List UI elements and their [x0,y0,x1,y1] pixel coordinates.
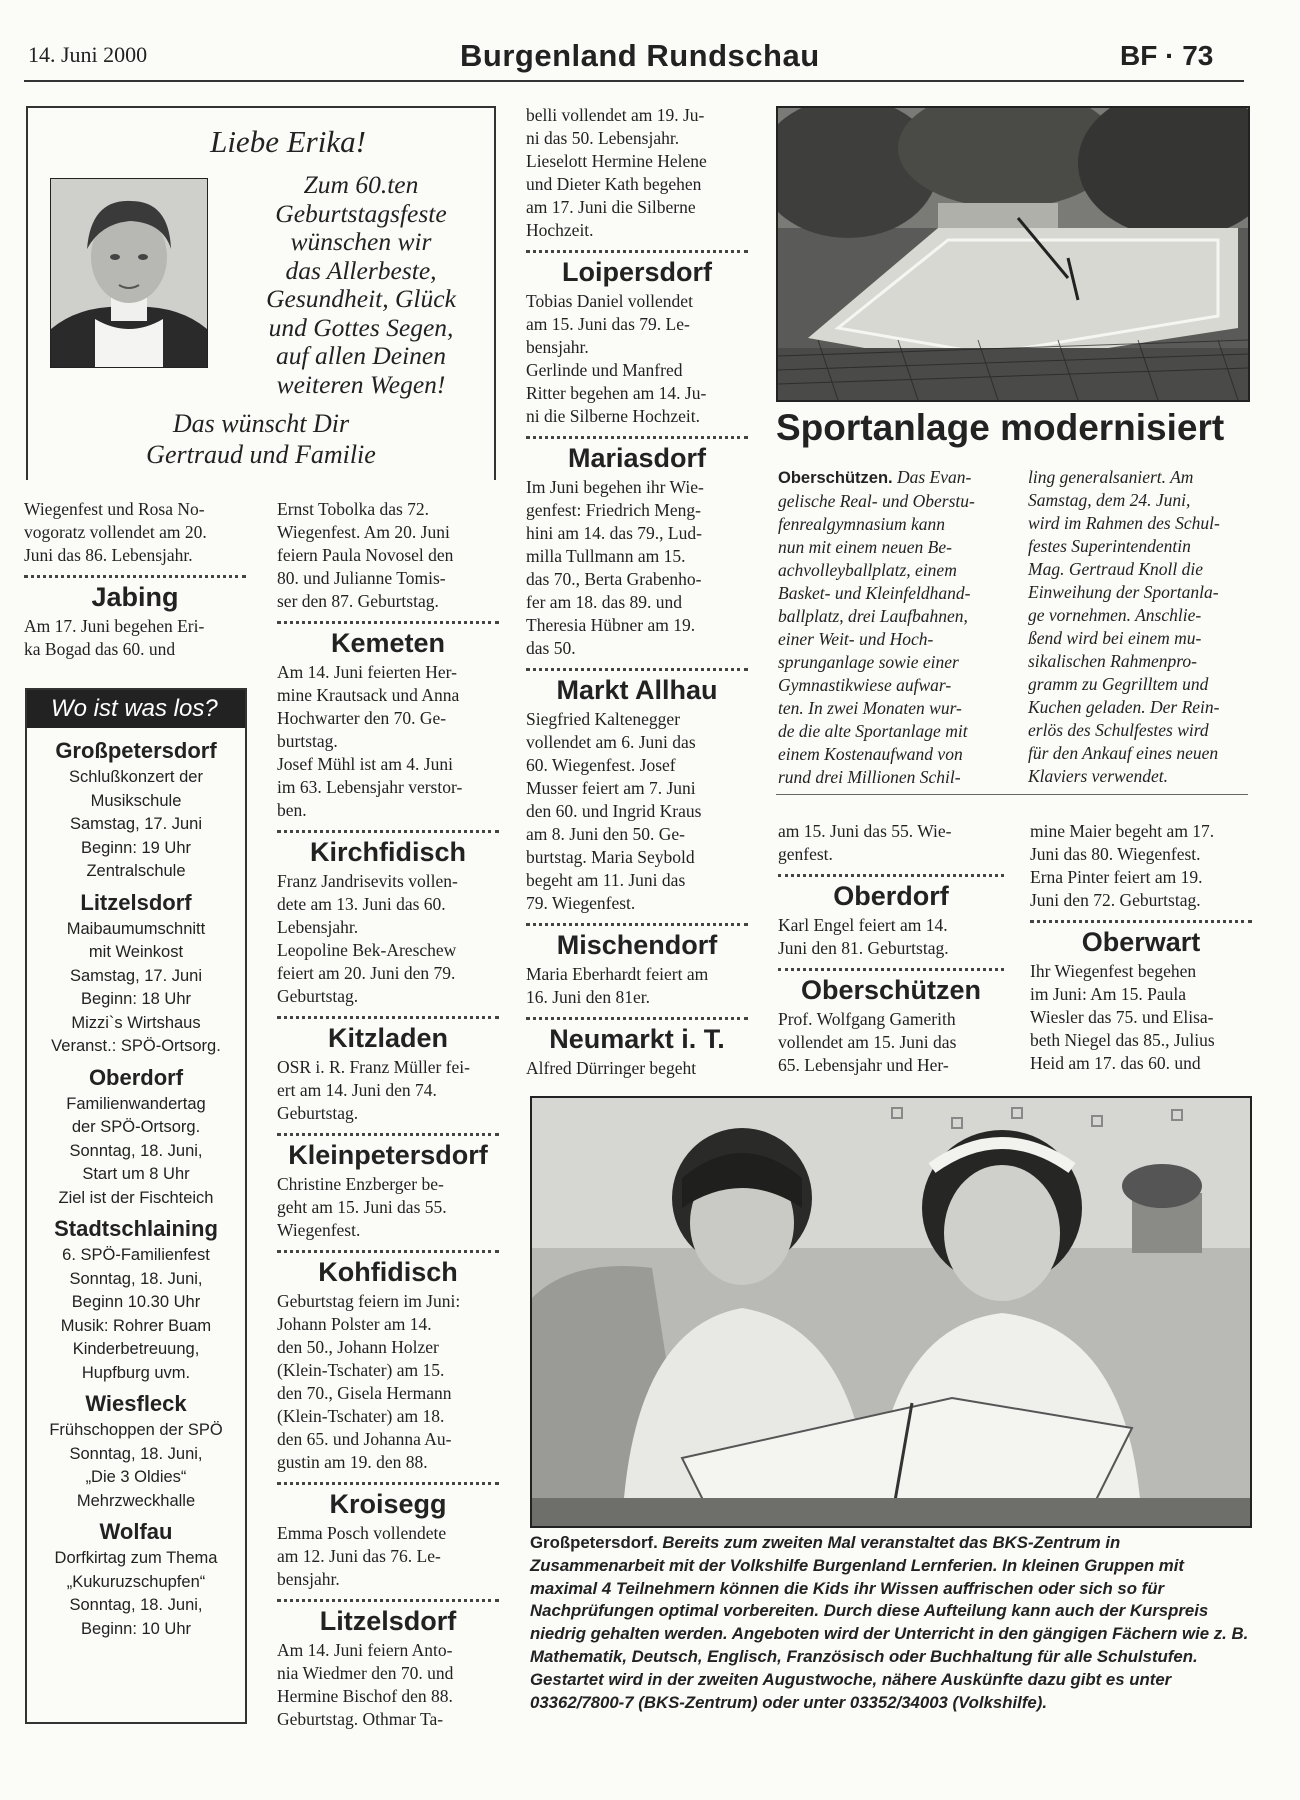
students-photo [530,1096,1252,1528]
ad-heading: Liebe Erika! [210,124,366,159]
ad-message: Zum 60.ten Geburtstagsfeste wünschen wir das Allerbeste, Gesundheit, Glück und Gottes Segen, auf allen Deinen weiteren Wegen! [266,170,456,399]
photo-caption [530,1532,1250,1714]
column-4: am 15. Juni das 55. Wie- genfest. Oberdorf Karl Engel feiert am 14. Juni den 81. Geburtstag. Oberschützen Prof. Wolfgang Gamerith vollendet am 15. Juni das 65. Lebensjahr und Her- [778,820,1004,1077]
place-heading: Kohfidisch [318,1257,458,1287]
place-heading: Kemeten [330,628,446,658]
sport-article-left: Oberschützen. Das Evan- gelische Real- und Oberstu- fenrealgymnasium kann nun mit einem neuen Be- achvolleyballplatz, einem Basket- und Kleinfeldhand- ballplatz, drei Laufbahnen, einer Weit- und Hoch- sprunganlage sowie einer Gymnastikwiese aufwar- ten. In zwei Monaten wur- de die alte Sportanlage mit einem Kostenaufwand von rund drei Millionen Schil- [778,467,975,787]
caption-text: Bereits zum zweiten Mal veranstaltet das BKS-Zentrum in Zusammenarbeit mit der Volkshilfe Burgenland Lernferien. In kleinen Gruppen mit maximal 4 Teilnehmern können die Kids ihr Wissen auffrischen oder sich so für Nachprüfungen optimal vorbereiten. Durch diese Aufteilung kann auch der Kurspreis niedrig gehalten werden. Angeboten wird der Unterricht in den gängigen Fächern wie z. B. Mathematik, Deutsch, Englisch, Französisch oder Buchhaltung für alle Schulstufen. Gestartet wird in der zweiten Augustwoche, nähere Auskünfte dazu gibt es unter 03362/7800-7 (BKS-Zentrum) oder unter 03352/34003 (Volkshilfe). [530,1533,1249,1712]
article-headline: Sportanlage modernisiert [776,407,1225,448]
event-place: Wiesfleck [85,1391,187,1416]
sport-article-right: ling generalsaniert. Am Samstag, dem 24. Juni, wird im Rahmen des Schul- festes Superintendentin Mag. Gertraud Knoll die Einweihung der Sportanla- ge vornehmen. Anschlie- ßend wird bei einem mu- sikalischen Rahmenpro- gramm zu Gegrilltem und Kuchen geladen. Der Rein- erlös des Schulfestes wird für den Ankauf eines neuen Klaviers verwendet. [1028,467,1220,786]
sports-field-photo [776,106,1250,402]
portrait-photo [50,178,208,368]
events-box: Wo ist was los? Großpetersdorf Schlußkonzert der Musikschule Samstag, 17. Juni Beginn: 19 Uhr Zentralschule Litzelsdorf Maibaumumschnitt mit Weinkost Samstag, 17. Juni Beginn: 18 Uhr Mizzi`s Wirtshaus Veranst.: SPÖ-Ortsorg. Oberdorf Familienwandertag der SPÖ-Ortsorg. Sonntag, 18. Juni, Start um 8 Uhr Ziel ist der Fischteich Stadtschlaining 6. SPÖ-Familienfest Sonntag, 18. Juni, Beginn 10.30 Uhr Musik: Rohrer Buam Kinderbetreuung, Hupfburg uvm. Wiesfleck Frühschoppen der SPÖ Sonntag, 18. Juni, „Die 3 Oldies“ Mehrzweckhalle Wolfau Dorfkirtag zum Thema „Kukuruzschupfen“ Sonntag, 18. Juni, Beginn: 10 Uhr [25,688,247,1724]
place-heading: Kitzladen [327,1023,448,1053]
event-place: Großpetersdorf [55,738,217,763]
dotted-separator [24,575,246,578]
place-heading: Jabing [91,582,179,612]
place-heading: Loipersdorf [561,257,712,287]
header-rule [24,80,1244,82]
birthday-ad [26,106,496,480]
page-number: BF · 73 [1120,40,1214,71]
place-heading: Neumarkt i. T. [549,1024,725,1054]
ad-signature: Das wünscht Dir Gertraud und Familie [146,409,376,469]
column-1: Wiegenfest und Rosa No- vogoratz vollendet am 20. Juni das 86. Lebensjahr. Jabing Am 17. Juni begehen Eri- ka Bogad das 60. und [24,498,246,661]
place-heading: Kroisegg [329,1489,447,1519]
event-place: Stadtschlaining [54,1216,218,1241]
place-heading: Mischendorf [556,930,718,960]
issue-date: 14. Juni 2000 [28,42,148,67]
place-heading: Litzelsdorf [319,1606,457,1636]
column-3: belli vollendet am 19. Ju- ni das 50. Lebensjahr. Lieselott Hermine Helene und Dieter Kath begehen am 17. Juni die Silberne Hochzeit. Loipersdorf Tobias Daniel vollendet am 15. Juni das 79. Le- bensjahr. Gerlinde und Manfred Ritter begehen am 14. Ju- ni die Silberne Hochzeit. Mariasdorf Im Juni begehen ihr Wie- genfest: Friedrich Meng- hini am 14. das 79., Lud- milla Tullmann am 15. das 70., Berta Grabenho- fer am 18. das 89. und Theresia Hübner am 19. das 50. Markt Allhau Siegfried Kaltenegger vollendet am 6. Juni das 60. Wiegenfest. Josef Musser feiert am 7. Juni den 60. und Ingrid Kraus am 8. Juni den 50. Ge- burtstag. Maria Seybold begeht am 11. Juni das 79. Wiegenfest. Mischendorf Maria Eberhardt feiert am 16. Juni den 81er. Neumarkt i. T. Alfred Dürringer begeht [526,104,748,1080]
place-heading: Kleinpetersdorf [288,1140,488,1170]
place-heading: Oberwart [1081,927,1201,957]
newspaper-title: Burgenland Rundschau [460,38,820,73]
column-2: Ernst Tobolka das 72. Wiegenfest. Am 20. Juni feiern Paula Novosel den 80. und Julianne Tomis- ser den 87. Geburtstag. Kemeten Am 14. Juni feierten Her- mine Krautsack und Anna Hochwarter den 70. Ge- burtstag. Josef Mühl ist am 4. Juni im 63. Lebensjahr verstor- ben. Kirchfidisch Franz Jandrisevits vollen- dete am 13. Juni das 60. Lebensjahr. Leopoline Bek-Areschew feiert am 20. Juni den 79. Geburtstag. Kitzladen OSR i. R. Franz Müller fei- ert am 14. Juni den 74. Geburtstag. Kleinpetersdorf Christine Enzberger be- geht am 15. Juni das 55. Wiegenfest. Kohfidisch Geburtstag feiern im Juni: Johann Polster am 14. den 50., Johann Holzer (Klein-Tschater) am 15. den 70., Gisela Hermann (Klein-Tschater) am 18. den 65. und Johanna Au- gustin am 19. den 88. Kroisegg Emma Posch vollendete am 12. Juni das 76. Le- bensjahr. Litzelsdorf Am 14. Juni feiern Anto- nia Wiedmer den 70. und Hermine Bischof den 88. Geburtstag. Othmar Ta- [277,498,499,1731]
article-dateline: Oberschützen. [778,469,893,487]
events-title: Wo ist was los? [27,690,245,728]
event-place: Oberdorf [88,1064,184,1090]
place-heading: Kirchfidisch [309,837,467,867]
place-heading: Oberschützen [800,975,982,1005]
caption-place: Großpetersdorf. [530,1533,658,1552]
place-heading: Mariasdorf [567,443,707,473]
place-heading: Oberdorf [833,881,949,911]
article-rule [776,794,1248,795]
column-5: mine Maier begeht am 17. Juni das 80. Wiegenfest. Erna Pinter feiert am 19. Juni den 72. Geburtstag. Oberwart Ihr Wiegenfest begehen im Juni: Am 15. Paula Wiesler das 75. und Elisa- beth Niegel das 85., Julius Heid am 17. das 60. und [1030,820,1252,1075]
place-heading: Markt Allhau [556,675,718,705]
event-place: Litzelsdorf [80,889,192,915]
event-place: Wolfau [99,1519,173,1544]
